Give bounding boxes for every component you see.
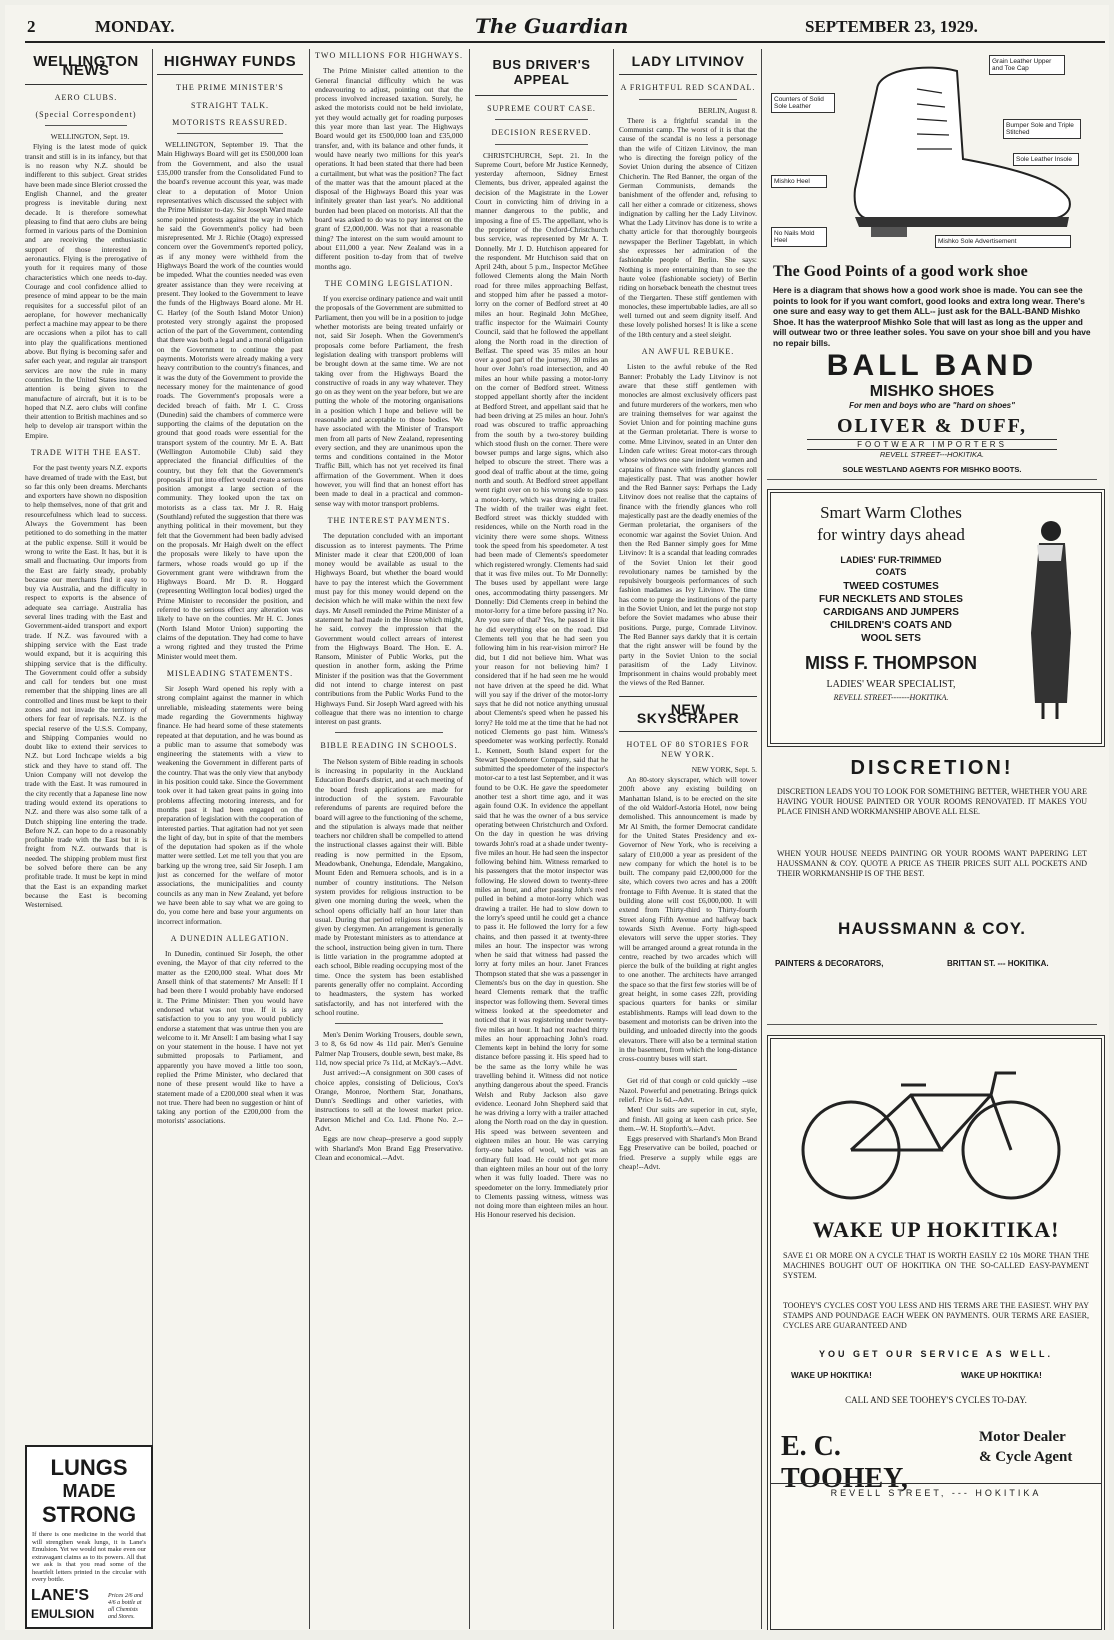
litvinov-headline: LADY LITVINOV bbox=[619, 49, 757, 75]
column-rule bbox=[761, 49, 762, 1629]
highway-body1: WELLINGTON, September 19. That the Main Highways Board will get its £500,000 loan from the Government, and also the usual £35,000 transfer from the Consolidated Fund to the board's revenue account this year, was made clear to a deputation of Motor Union representatives which discussed the subject with the Prime Minister to-day. Sir Joseph Ward made some pointed protests against the way in which he said the Government's policy had been misrepresented. Mr J. Richie (Otago) expressed concern over the Government's reported policy, as if any money were withheld from the Highways Board the work of the counties would be impeded. What the counties needed was even greater assistance than they were receiving at present. They looked to the Government to leave the funds of the Highways Board alone. Mr H. C. Harley (of the South Island Motor Union) protested very strongly against the proposed action of the part of the Government, contending that there was both a legal and a moral obligation on the Government to continue the past payments. Motorists were already making a very heavy contribution to the country's finances, and it was the duty of the Government to provide the necessary money for the maintenance of good roads. The Government's proposals were a decided breach of faith. Mr I. C. Cross (Dunedin) said the chambers of commerce were supporting the claims of the deputation on the ground that good roads were essential for the transport system of the country. Mr E. A. Batt (Wellington Automobile Club) said they appreciated the financial difficulties of the country, but they felt that the Government's proposals if put into effect would create a serious position amongst a large section of the community. They looked upon the tax on motorists as a class tax. Mr J. R. Haig (Southland) refuted the suggestion that there was anything political in their movement, but they felt that the Government had been badly advised on the proposals. Mr Haigh dwelt on the effect the proposals were likely to have upon the farmers, whose roads would go up if the Government grant were withdrawn from the Highways Board. Mr D. R. Hoggard (representing Wellington local bodies) urged the Prime Minister to reconsider the position, and referred to the serious effect any alteration was likely to have on the counties. Mr H. C. Jones (North Island Motor Union) supporting the claims of the deputation. They had come to have a wrong righted and they trusted the Prime Minister would meet them. bbox=[157, 140, 303, 661]
lungs-text: If there is one medicine in the world that will strengthen weak lungs, it is Lane's Emulsion. Yet we would not make even our extravagant claims as to its powers. All that we ask is that you read some of the heartfelt letters printed in the circular with every bottle. bbox=[32, 1531, 146, 1583]
highway-funds-column bbox=[157, 49, 303, 1629]
warm-line7: WOOL SETS bbox=[861, 633, 921, 644]
brand-tagline: For men and boys who are "hard on shoes" bbox=[849, 401, 1015, 410]
warm-name: MISS F. THOMPSON bbox=[804, 653, 977, 673]
warm-line4: FUR NECKLETS AND STOLES bbox=[819, 594, 963, 605]
wellington-sub2: (Special Correspondent) bbox=[35, 109, 137, 119]
warm-line2: COATS bbox=[875, 567, 907, 577]
discretion-p2: WHEN YOUR HOUSE NEEDS PAINTING OR YOUR ROOMS WANT PAPERING LET HAUSSMANN & COY. QUOTE A PRICE AS THEIR PRICES SUIT ALL POCKETS AND THEIR WORKMANSHIP IS OF THE BEST. bbox=[777, 849, 1087, 878]
column-rule bbox=[469, 49, 470, 1629]
shoe-label-sole: Mishko Sole Advertisement bbox=[935, 235, 1071, 248]
warm-role: LADIES' WEAR SPECIALIST, bbox=[826, 679, 956, 690]
shoe-headline: The Good Points of a good work shoe bbox=[773, 263, 1028, 280]
litvinov-dateline: BERLIN, August 8. bbox=[698, 105, 757, 115]
col3-adv3: Eggs are now cheap--preserve a good supply with Sharland's Mon Brand Egg Preservative. Clean and economical.--Advt. bbox=[315, 1134, 463, 1162]
shoe-body: Here is a diagram that shows how a good work shoe is made. You can see the points to look for if you want comfort, good looks and extra long wear. There's one sure and easy way to get them ALL-- just ask for the BALL-BAND Mishko Shoe. It has the waterproof Mishko Sole that will last as long as the upper and will outwear two or three leather soles. You save on your shoe bill and you have no repair bills. bbox=[773, 285, 1091, 348]
lungs-title3: STRONG bbox=[41, 1502, 137, 1527]
divider bbox=[335, 1023, 443, 1024]
discretion-p1: DISCRETION LEADS YOU TO LOOK FOR SOMETHING BETTER, WHETHER YOU ARE HAVING YOUR HOUSE PAINTED OR YOUR ROOMS RENOVATED. IT MAKES YOU PLACE FINISH AND WORKMANSHIP ABOVE ALL ELSE. bbox=[777, 787, 1087, 816]
page-number: 2 bbox=[27, 17, 36, 36]
col3-adv1: Men's Denim Working Trousers, double sewn, 3 to 8, 6s 6d now 4s 11d pair. Men's Genuine Palmer Nap Trousers, double sewn, best make, 8s 11d, now special price 7s 11d, at McKay's.--Advt. bbox=[315, 1030, 463, 1067]
wellington-subhead2: TRADE WITH THE EAST. bbox=[30, 447, 142, 457]
wellington-body2: For the past twenty years N.Z. exports have dreamed of trade with the East, but so far this only been dreams. Merchants and exporters have shown no disposition to help themselves, none of that grit and resourcefulness which lead to success. Always the Government has been petitioned to do something in the matter at the public expense. Still it would be wrong to write the East. It has, but it is small and fluctuating. Our imports from the East are fairly steady, probably because our merchants find it easy to buy via Australia, and the difficulty in respect to exports is the absence of adequate sea carriage. Australia has several lines trading with the East and Government-aided transport and export trade. If N.Z. was favoured with a shipping service with the East trade would expand, but it is acquiring this shipping service that is the difficulty. The Government could offer a subsidy and call for tenders but one must remember that the shipping lines are all controlled and lines must be kept to their zones and not invade the territory of others for fear of reprisals. N.Z. is the special reserve of the U.S.S. Company, and Shipping Companies would no doubt like to extend their services to N.Z. but Lord Inchcape wields a big stick and they have to stand off. The Union Company will not develop the trade with the East. It was rumoured in the city recently that a Japanese line now trading would extend its operations to N.Z. and there was also some talk of a Dutch shipping line entering the trade. Before N.Z. can hope to do a reasonably profitable trade with the East but it is freight from N.Z. outwards that is needed. The shipping problem must first be solved before there can be any profitable trade. It must be kept in mind that the East is an expanding market because the East is becoming Westernised. bbox=[25, 463, 147, 910]
skyscraper-body: An 80-story skyscraper, which will tower 200ft above any existing building on Manhattan Island, is to be erected on the site of the old Waldorf-Astoria Hotel, now being demolished. This announcement is made by Mr Al Smith, the former Democrat candidate for the United States Presidency and ex-Governor of New York, who is receiving a salary of £10,000 a year as president of the new company for which the hotel is to be built. The company paid £2,000,000 for the site, which covers two acres and has a 200ft frontage to Fifth Avenue. It is stated that the building alone will cost £6,000,000. It will extend from Thirty-third to Thirty-fourth Street along Fifth Avenue and halfway back towards Sixth Avenue. Forty high-speed elevators will serve the upper stories. They will be arranged around a great rotunda in the centre, reached by two arcades which will pierce the bulk of the building at right angles to one another. The architects have arranged the space so that the first few stories will be of great height, in some cases 22ft, providing spacious quarters for banks or similar establishments. Ramps will lead down to the basement and motorists can be driven into the building, and unloaded directly into the goods elevators. There will also be a terminal station in the basement, from which the long-distance cross-country buses will start. bbox=[619, 775, 757, 1064]
toohey-cycles-ad bbox=[767, 1035, 1105, 1630]
warm-line6: CHILDREN'S COATS AND bbox=[830, 620, 952, 631]
dealer-name: OLIVER & DUFF, bbox=[836, 415, 1028, 437]
col3-subhead4: BIBLE READING IN SCHOOLS. bbox=[320, 741, 458, 751]
col3-cont-head: TWO MILLIONS FOR HIGHWAYS. bbox=[315, 51, 463, 60]
divider bbox=[45, 125, 127, 126]
warm-title1: Smart Warm Clothes bbox=[820, 503, 962, 522]
lungs-brand1: LANE'S bbox=[31, 1587, 90, 1604]
lungs-brand2: EMULSION bbox=[31, 1607, 95, 1621]
wake-w2: WAKE UP HOKITIKA! bbox=[961, 1371, 1042, 1380]
divider bbox=[639, 99, 737, 100]
shoe-label-nails: No Nails Mold Heel bbox=[771, 227, 827, 247]
shoe-label-upper: Grain Leather Upper and Toe Cap bbox=[989, 55, 1065, 75]
masthead-date: SEPTEMBER 23, 1929. bbox=[805, 17, 978, 36]
haussmann-name: HAUSSMANN & COY. bbox=[838, 919, 1026, 938]
divider bbox=[495, 119, 588, 120]
warm-title2: for wintry days ahead bbox=[817, 525, 965, 544]
highways-continued-column bbox=[315, 49, 463, 1629]
highway-subhead2: MISLEADING STATEMENTS. bbox=[166, 668, 294, 678]
divider bbox=[495, 144, 588, 145]
lungs-title2: MADE bbox=[62, 1481, 116, 1501]
sole-agents: SOLE WESTLAND AGENTS FOR MISHKO BOOTS. bbox=[842, 465, 1022, 474]
lanes-emulsion-ad bbox=[25, 1445, 153, 1629]
highway-subhead3: A DUNEDIN ALLEGATION. bbox=[170, 933, 290, 943]
litvinov-adv3: Eggs preserved with Sharland's Mon Brand Egg Preservative can be boiled, poached or fried. Preserve a supply while eggs are cheap!--Advt. bbox=[619, 1134, 757, 1172]
col3-body3: The deputation concluded with an important discussion as to interest payments. The Prime Minister made it clear that £200,000 of loan money would be available as usual to the Highways Board, but whether the board would have to pay the interest which the Government must pay for this money would depend on the decision which he will make within the next few days. Mr Ansell reminded the Prime Minister of a statement he had made in the House which might, he said, convey the impression that the Government would collect arrears of interest from the Highways Board. The Hon. E. A. Ransom, Minister of Public Works, put the question in another form, asking the Prime Minister if the position was that the Government did not intend to charge interest on past contributions from the Public Works Fund to the Highways Fund. Sir Joseph Ward agreed with his colleague that there was no intention to charge interest on past grants. bbox=[315, 531, 463, 727]
wake-p2: TOOHEY'S CYCLES COST YOU LESS AND HIS TERMS ARE THE EASIEST. WHY PAY STAMPS AND POUNDAGE EACH WEEK ON PAYMENTS. OUR TERMS ARE EASIER, CYCLES ARE GUARANTEED AND bbox=[783, 1301, 1089, 1330]
lady-figure-icon bbox=[1009, 513, 1089, 723]
warm-line5: CARDIGANS AND JUMPERS bbox=[823, 607, 959, 618]
litvinov-adv1: Get rid of that cough or cold quickly --use Nazol. Powerful and penetrating. Brings quick relief. Price 1s 6d.--Advt. bbox=[619, 1076, 757, 1104]
wellington-sub1: AERO CLUBS. bbox=[54, 92, 118, 102]
divider bbox=[177, 133, 283, 134]
shoe-label-bumper: Bumper Sole and Triple Stitched bbox=[1003, 119, 1081, 139]
column-rule bbox=[309, 49, 310, 1629]
haussmann-line1: PAINTERS & DECORATORS, bbox=[775, 959, 884, 968]
wellington-body1: Flying is the latest mode of quick transit and still is in its infancy, but that is no reason why N.Z. should be indifferent to this subject. Great strides have been made since Bleriot crossed the English Channel, and the greater progress is inevitable during next decade. It is therefore somewhat pleasing to find that aero clubs are being formed in various parts of the Dominion and are receiving the enthusiastic support of those interested in aeronautics. Flying is the prerogative of youth for it requires many of those characteristics which one needs to-day. Courage and cool confidence allied to presence of mind appear to be the main requisites for a successful pilot of an aeroplane, for however mechanically perfect a machine may appear to be there are occasions when a pilot has to call into play the qualifications mentioned above. But flying is becoming safer and safer each year, and regular air transport services are now the rule in many countries. In the United States increased attention is being given to the manufacture of aircraft, but it is to be hoped that N.Z. aero clubs will confine their attention to British machines and so help to develop air transport within the Empire. bbox=[25, 142, 147, 440]
haussmann-ad bbox=[767, 749, 1097, 1025]
discretion-title: DISCRETION! bbox=[850, 757, 1014, 779]
highway-body3: In Dunedin, continued Sir Joseph, the other evening, the Mayor of that city referred to the matter as the £200,000 steal. What does Mr Ansell think of that statements? Mr Ansell: If I had been there I would probably have endorsed it. The Prime Minister: Then you would have endorsed what was not true. If it is any satisfaction to you to any you would publicly endorse a statement that was untrue then you are welcome to it. Mr Ansell: I am basing what I say on your statement in the house. I have not yet submitted proposals to Parliament, and apparently you have moved a little too soon, replied the Prime Minister, who declared that none of these present would like to have a statement made of a £200,000 steal when it was not true. There had been no suggestion or hint of taking any portion of the £200,000 from the motorists' associations. bbox=[157, 949, 303, 1126]
lungs-title1: LUNGS bbox=[50, 1455, 128, 1480]
wake-p1: SAVE £1 OR MORE ON A CYCLE THAT IS WORTH EASILY £2 10s MORE THAN THE MACHINES BOUGHT OUT OF HOKITIKA ON THE SO-CALLED EASY-PAYMENT SYSTEM. bbox=[783, 1251, 1089, 1280]
column-rule bbox=[152, 49, 153, 1629]
dealer-address: REVELL STREET---HOKITIKA. bbox=[879, 450, 985, 459]
bus-body: CHRISTCHURCH, Sept. 21. In the Supreme Court, before Mr Justice Kennedy, yesterday afternoon, Sidney Ernest Clements, bus driver, appealed against the decision of the Magistrate in the Lower Court in convicting him of driving in a manner dangerous to the public, and imposing a fine of £5. The appellant, who is the proprietor of the Oxford-Christchurch bus service, was represented by Mr A. T. Donnelly. Mr J. D. Hutchison appeared for the respondent. Mr Hutchison said that on April 24th, about 5 p.m., Inspector McGhee followed Clements along the Main North road for three miles approaching Belfast, and stopped him after he passed a motor-lorry on the corner of Bedford street at 40 miles an hour. Reginald John McGhee, traffic inspector for the Waimairi County Council, said that he followed the appellant along the North road in the direction of Belfast. The speed was 35 miles an hour over a good part of the journey, 30 miles an hour over John's road intersection, and 40 miles an hour while passing a motor-lorry on the corner of Bedford street. Witness stopped appellant shortly after the incident at Bedford Street, and appellant said that he had been driving at 25 miles an hour. John's road was obscured to traffic approaching from the south by a two-storey building which stood flush on the corner. There were bowser pumps and large signs, which also helped to obscure the street. There was a good deal of traffic about at the time, going north and south. At Bedford street appellant went right over on to his wrong side to pass a motor-lorry, which was drawing a trailer. The width of the trailer was eight feet. Bedford street was thickly studded with residences, while on the North road in the vicinity there were some shops. Witness took the speed from his speedometer. A test had been made of Clements's speedometer which registered wrongly. Clements had said that it was five miles out. To Mr Donnelly: The buses used by appellant were large ones, accommodating thirty passengers. Mr Donnelly: Did Clements creep in behind the motor-lorry for a time before passing it? No. Are you sure of that? Yes, he passed it like he did everything else on the road. Did Clements tell you that he had seen you following him in his rear-vision mirror? He did, but I did not believe him. What was your reason for not believing him? I considered that if he had seen me he would not have driven at the speed he did. What will you say if the driver of the motor-lorry says that he did not notice anything unusual about Clements's speed when he passed his lorry? He told me at the time that he had not noticed Clements go past him. Witness's speedometer was working perfectly. Ronald L. Kennett, South Island expert for the Stewart Speedometer Company, said that he submitted the speedometer of the inspector's motor-car to a test last September, and it was found to be O.K. He gave the speedometer another test a short time ago, and it was again found O.K. In evidence the appellant said that he was the owner of a bus service operating between Christchurch and Oxford. On the day in question he was driving towards John's road at a shade under twenty-five miles an hour. He had seen the inspector following behind him. Witness remarked to his passengers that the motor inspector was following. He slowed down to twenty-three miles an hour, and after passing John's reed pulled in behind a motor-lorry which was drawing a trailer. He had to slow down to the lorry's speed until he could get a chance to pass it. He followed the lorry for a few chains, and then passed it at twenty-three miles an hour. The inspector was wrong when he said that witness had passed the lorry at forty miles an hour. Janet Frances Thompson stated that she was a passenger in Clements's bus on the day in question. She heard Clements remark that the traffic inspector was following them. Several times witness looked at the speedometer and noticed that it was registering under twenty-five miles an hour. It had not reached thirty miles an hour approaching John's road. Clements kept in behind the lorry for some distance before passing it. His speed had to be the same as the lorry while he was travelling behind it. Witness did not notice anything dangerous about the speed. Francis Welsh and Ruby Jackson also gave evidence. Leonard John Shepherd said that he was driving a lorry with a trailer attached along the North road on the day in question. His speed was between seventeen and eighteen miles an hour. He was carrying forty-one bales of wool, which was an ordinary full load. He could not get more than eighteen miles an hour out of the lorry when it was fully loaded. There was no speedometer on the lorry. Immediately prior to Clements passing witness, witness was not doing more than eighteen miles an hour. His Honour reserved his decision. bbox=[475, 150, 608, 1220]
col3-subhead2: THE COMING LEGISLATION. bbox=[324, 278, 454, 288]
toohey-name: E. C. TOOHEY, bbox=[781, 1431, 908, 1494]
wellington-dateline: WELLINGTON, Sept. 19. bbox=[50, 132, 130, 142]
shoe-label-heel: Mishko Heel bbox=[771, 175, 827, 188]
litvinov-adv2: Men! Our suits are superior in cut, style, and finish. All going at keen cash price. See them.--W. H. Stopforth's.--Advt. bbox=[619, 1105, 757, 1133]
col3-body1: The Prime Minister called attention to the General financial difficulty which he was endeavouring to adjust, pointing out that the process involved increased taxation. Surely, he asked the motorists could not be held inviolate, yet they would actually get for roading purposes this year more than last year. The Highways Board would get its £500,000 loan and £35,000 transfer, and, with its balance and other funds, it would have nearly two millions for this year's operations. It had been stated that there had been a curtailment, but what was the position? The fact of the matter was that the amount placed at the disposal of the Highways Board this year was infinitely greater than last year's. No additional burden had been placed on motorists. All that the board was asked to do was to pay interest on the grant of £2,000,000. Was not that a reasonable thing? The interest on the sum would amount to about £11,000 a year. New Zealand was in a different position to-day from that of twelve months ago. bbox=[315, 66, 463, 271]
miss-thompson-ad bbox=[767, 489, 1105, 747]
wellington-news-column bbox=[25, 49, 147, 1439]
skyscraper-dateline: NEW YORK, Sept. 5. bbox=[691, 764, 757, 774]
lungs-prices: Prices 2/6 and 4/6 a bottle at all Chemists and Stores. bbox=[108, 1593, 143, 1620]
skyscraper-headline: NEW SKYSCRAPER bbox=[619, 696, 757, 733]
divider bbox=[335, 732, 443, 733]
work-shoe-icon bbox=[767, 49, 1097, 249]
highway-sub1: THE PRIME MINISTER'S bbox=[176, 83, 284, 93]
haussmann-line2: BRITTAN ST. --- HOKITIKA. bbox=[947, 959, 1049, 968]
column-rule bbox=[613, 49, 614, 1629]
litvinov-body1: There is a frightful scandal in the Communist camp. The worst of it is that the cause of the scandal is no less a personage than the wife of Citizen Litvinov, the man who is directing the foreign policy of the Soviet Union during the absence of Citizen Chicherin. The Red Banner, the organ of the German Communists, demands the banishment of the offender and, refusing to call her either a comrade or citizeness, shows indignation by calling her the Lady Litvinov. What the Lady Litvinov has done is to write a chatty article for that thoroughly bourgeois newspaper the Berliner Tageblatt, in which she expresses her admiration of the fashionable people of Berlin. She says: Nothing is more entertaining than to see the haute volee (fashionable society) of Berlin riding on horseback beneath the chestnut trees of the Tiergarten. These stiff gentlemen with monocles, these impertubable ladies, are all so well turned out and seem dignity itself. And these lovely polished horses! It is like a scene of the 18th century and a steel sleight. bbox=[619, 115, 757, 339]
warm-line3: TWEED COSTUMES bbox=[843, 581, 939, 592]
bus-sub1: SUPREME COURT CASE. bbox=[487, 104, 596, 113]
wake-call: CALL AND SEE TOOHEY'S CYCLES TO-DAY. bbox=[845, 1395, 1027, 1405]
mishko-shoes: MISHKO SHOES bbox=[869, 383, 995, 400]
highway-body2: Sir Joseph Ward opened his reply with a strong complaint against the manner in which unreliable, misleading statements were being made regarding the Governments highway finance. He had heard some of these statements repeated at that deputation, and he was bound as a public man to assume that somebody was engineering the statements with a view to weakening the Government in different parts of the country. That was the only view that anybody in his position could take. Since the Government took over it had taken great pains in going into problems affecting motoring interests, and for months past it had been engaged on the preparation of legislation with the cooperation of interested parties. That agitation had not yet seen the light of day, but in spite of that the members of the deputation had spoken as if the whole matter were settled. Let me tell you that you are barking up the wrong tree, said Sir Joseph. I am just as concerned for the welfare of motor associations, the municipalities and county councils as any man in New Zealand, yet before we have been able to say what we are going to do, you come here and base your arguments on incorrect information. bbox=[157, 684, 303, 926]
litvinov-subhead2: AN AWFUL REBUKE. bbox=[641, 347, 735, 357]
litvinov-column bbox=[619, 49, 757, 1629]
col3-body2: If you exercise ordinary patience and wait until the proposals of the Government are submitted to Parliament, then you will be in a position to judge whether motorists are being treated unfairly or not, said Sir Joseph. When the Government's proposals come before Parliament, the fresh legislation dealing with transport problems will be brought down at the same time. We are not taking over from the Highways Board the constructive of roads in any way whatever. They go on as they went on the year before, but we are putting the whole of the motoring organisations in a position which I hope and believe will be reasonable and acceptable to those bodies. We have associated with the Minister of Transport men from all parts of New Zealand, representing every section, and they are unanimous upon the terms and conditions contained in the Motor Traffic Bill, which has not yet received its final affirmation of the Government. When it does however, you will find that an honest effort has been made to deal in a practical and common-sense way with motor transport problems. bbox=[315, 294, 463, 508]
masthead bbox=[25, 11, 1105, 43]
wellington-headline: WELLINGTON NEWS bbox=[25, 49, 147, 85]
warm-line1: LADIES' FUR-TRIMMED bbox=[840, 555, 942, 565]
shoe-label-insole: Sole Leather Insole bbox=[1013, 153, 1079, 166]
warm-address: REVELL STREET-------HOKITIKA. bbox=[833, 693, 949, 702]
bus-sub2: DECISION RESERVED. bbox=[491, 128, 592, 138]
toohey-role1: Motor Dealer bbox=[979, 1429, 1066, 1445]
col3-body4: The Nelson system of Bible reading in schools is increasing in popularity in the Auckland Education Board's district, and at each meeting of the board fresh applications are made for introduction of the system. Favourable referendums of parents are required before the board will agree to the functioning of the scheme, and the stipulation is always made that neither teachers nor children shall be compelled to attend the instructional classes against their will. Bible reading is now permitted in the Epsom, Meadowbank, Onehunga, Edendale, Mangakino, Mount Eden and Remuera schools, and is in a number of country institutions. The Nelson system provides for religious instruction to be given one morning during the week, when the school opens officially half an hour later than usual. During that period religious instruction is given by clergymen. An arrangement is generally made by Protestant ministers as to attendance at the school, instruction being given in turn. There is little variation in the programme adopted at each school, Bible reading occupying most of the time. Once the system has been established parents generally offer no complaint. According to headmasters, the system has worked satisfactorily, and has not interfered with the school routine. bbox=[315, 756, 463, 1017]
ball-band-logo: BALL BAND bbox=[826, 349, 1038, 382]
toohey-role2: & Cycle Agent bbox=[979, 1449, 1073, 1465]
shoe-label-counters: Counters of Solid Sole Leather bbox=[771, 93, 835, 113]
bicycle-icon bbox=[791, 1055, 1071, 1205]
bus-headline: BUS DRIVER'S APPEAL bbox=[475, 49, 608, 96]
divider bbox=[639, 1069, 737, 1070]
wake-w1: WAKE UP HOKITIKA! bbox=[791, 1371, 872, 1380]
bus-driver-column bbox=[475, 49, 608, 1629]
col3-adv2: Just arrived:--A consignment on 300 cases of choice apples, consisting of Delicious, Cox's Orange, Monroe, Northern Star, Jonathans, Dunn's Seedlings and other varieties, with instructions to sell at the lowest market price. Paterson Michel and Co. Ltd. Phone No. 2.--Advt. bbox=[315, 1068, 463, 1134]
wake-service: YOU GET OUR SERVICE AS WELL. bbox=[818, 1349, 1054, 1359]
ball-band-shoe-ad bbox=[767, 49, 1097, 480]
paper-title: The Guardian bbox=[475, 14, 629, 38]
wake-title: WAKE UP HOKITIKA! bbox=[812, 1217, 1060, 1242]
masthead-day: MONDAY. bbox=[95, 17, 175, 36]
skyscraper-sub: HOTEL OF 80 STORIES FOR NEW YORK. bbox=[626, 740, 750, 759]
litvinov-sub1: A FRIGHTFUL RED SCANDAL. bbox=[620, 83, 756, 93]
toohey-address: REVELL STREET, --- HOKITIKA bbox=[771, 1483, 1101, 1498]
newspaper-page bbox=[5, 5, 1109, 1630]
litvinov-body2: Listen to the awful rebuke of the Red Banner: Probably the Lady Litvinov is not aware that these stiff gentlemen with monocles are almost exclusively officers past and future murderers of the workers, men who are training themselves for war against the Soviet Union and for pointing machine guns at the German proletariat. There is worse to come. Mme Litvinov, seated in an Unter den Linden cafe writes: Great motor-cars through whose windows one saw indolent women and captains of finance with friendly glances roll majestically past. That was another howler and the Red Banner says: Perhaps the Lady Litvinov does not realise that the captains of finance with the friendly glances who roll majestically past are the deadly enemies of the German proletariat, the organisers of the economic war against the Soviet Union. And then the Red Banner simply goes for Mme Litvinov: It is a scandal that leading comrades of the Soviet Union let their good revolutionary names be tarnished by the repulsively bourgeois performances of such fashion madames as Ivy Litvinov. The time has come to purge the institutions of the party in the Soviet Union, and let the purge not stop before the Soviet madames who abuse their positions. Purge, purge, Comrade Litvinov. The Red Banner says darkly that it is certain that the right answer will be found by the party in the Soviet Union to the social parasitism of the Lady Litvinov. Imprisonment in chains would probably meet the views of the Red Banner. bbox=[619, 362, 757, 688]
highway-sub2: STRAIGHT TALK. bbox=[191, 100, 269, 110]
highway-sub3: MOTORISTS REASSURED. bbox=[172, 117, 288, 127]
col3-subhead3: THE INTEREST PAYMENTS. bbox=[327, 515, 451, 525]
dealer-sub: FOOTWEAR IMPORTERS bbox=[807, 439, 1057, 450]
highway-headline: HIGHWAY FUNDS bbox=[157, 49, 303, 75]
